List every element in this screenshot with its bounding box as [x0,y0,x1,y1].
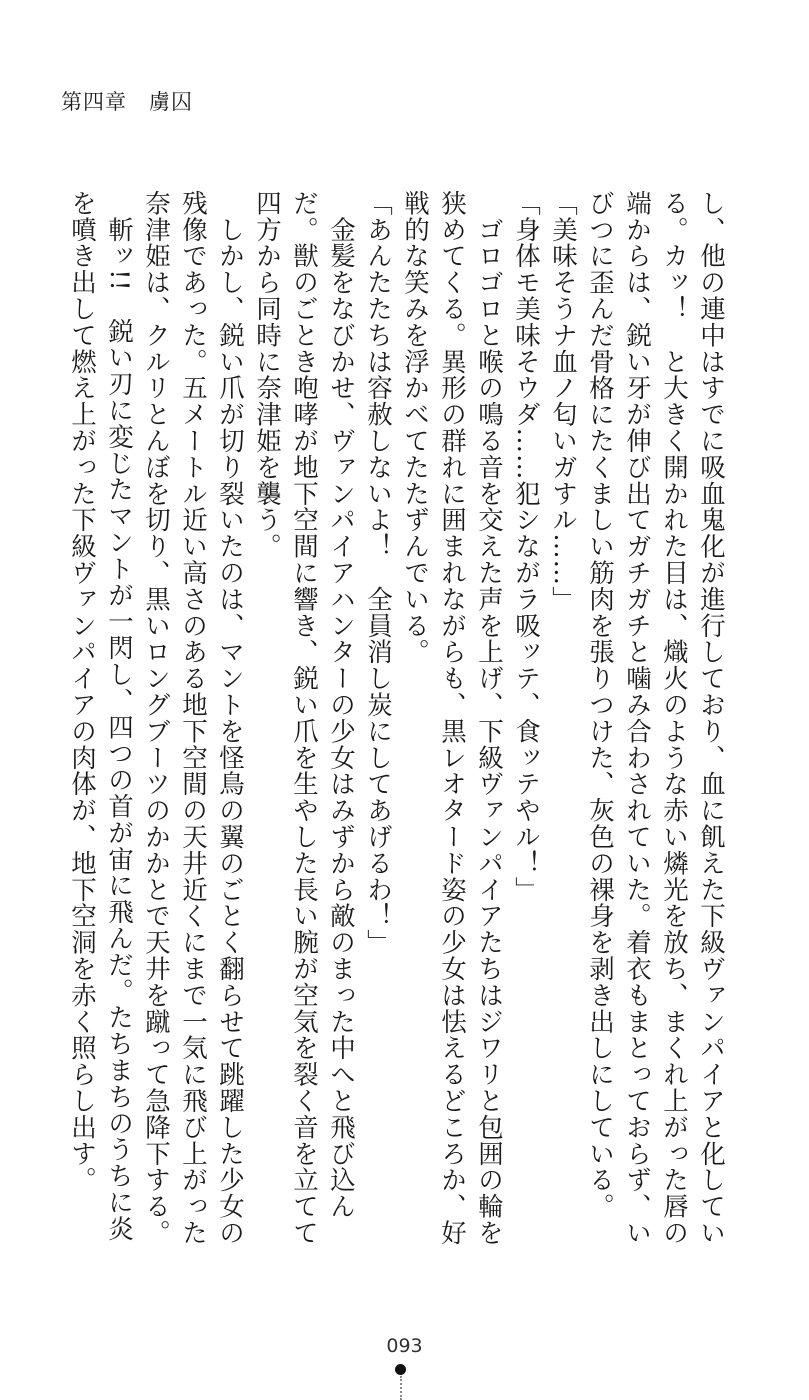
text-line: る。カッ！ と大きく開かれた目は、熾火のような赤い燐光を放ち、まくれ上がった唇の [659,190,689,1246]
folio-dotted-line [400,1376,402,1400]
text-line: 戦的な笑みを浮かべてたたずんでいる。 [400,190,430,666]
text-line: しかし、鋭い爪が切り裂いたのは、マントを怪鳥の翼のごとく翻らせて跳躍した少女の [215,190,245,1246]
text-line: ゴロゴロと喉の鳴る音を交えた声を上げ、下級ヴァンパイアたちはジワリと包囲の輪を [474,190,504,1246]
text-line: し、他の連中はすでに吸血鬼化が進行しており、血に飢えた下級ヴァンパイアと化してい [696,190,726,1246]
page-number: 093 [386,1335,423,1357]
text-line: びつに歪んだ骨格にたくましい筋肉を張りつけた、灰色の裸身を剥き出しにしている。 [585,190,615,1220]
text-line: 残像であった。五メートル近い高さのある地下空間の天井近くにまで一気に飛び上がった [178,190,208,1246]
running-header: 第四章 虜囚 [61,90,193,114]
text-line: 「身体モ美味そウダ……犯シながラ吸ッテ、食ッテやル！」 [511,190,541,903]
text-line: 金髪をなびかせ、ヴァンパイアハンターの少女はみずから敵のまった中へと飛び込ん [326,190,356,1220]
text-line: 狭めてくる。異形の群れに囲まれながらも、黒レオタード姿の少女は怯えるどころか、好 [437,190,467,1246]
text-line: だ。獣のごとき咆哮が地下空間に響き、鋭い爪を生やした長い腕が空気を裂く音を立てて [289,190,319,1246]
text-line: 斬ッ!! 鋭い刃に変じたマントが一閃し、四つの首が宙に飛んだ。たちまちのうちに炎 [104,190,134,1242]
folio-dot-ornament [395,1364,406,1375]
text-line: 「美味そうナ血ノ匂いガすル……」 [548,190,578,613]
text-line: 四方から同時に奈津姫を襲う。 [252,190,282,560]
text-line: 「あんたたちは容赦しないよ！ 全員消し炭にしてあげるわ！」 [363,190,393,956]
text-line: 端からは、鋭い牙が伸び出てガチガチと噛み合わされていた。着衣もまとっておらず、い [622,190,652,1246]
text-line: 奈津姫は、クルリとんぼを切り、黒いロングブーツのかかとで天井を蹴って急降下する。 [141,190,171,1246]
text-line: を噴き出して燃え上がった下級ヴァンパイアの肉体が、地下空洞を赤く照らし出す。 [67,190,97,1194]
body-text [63,190,729,1270]
